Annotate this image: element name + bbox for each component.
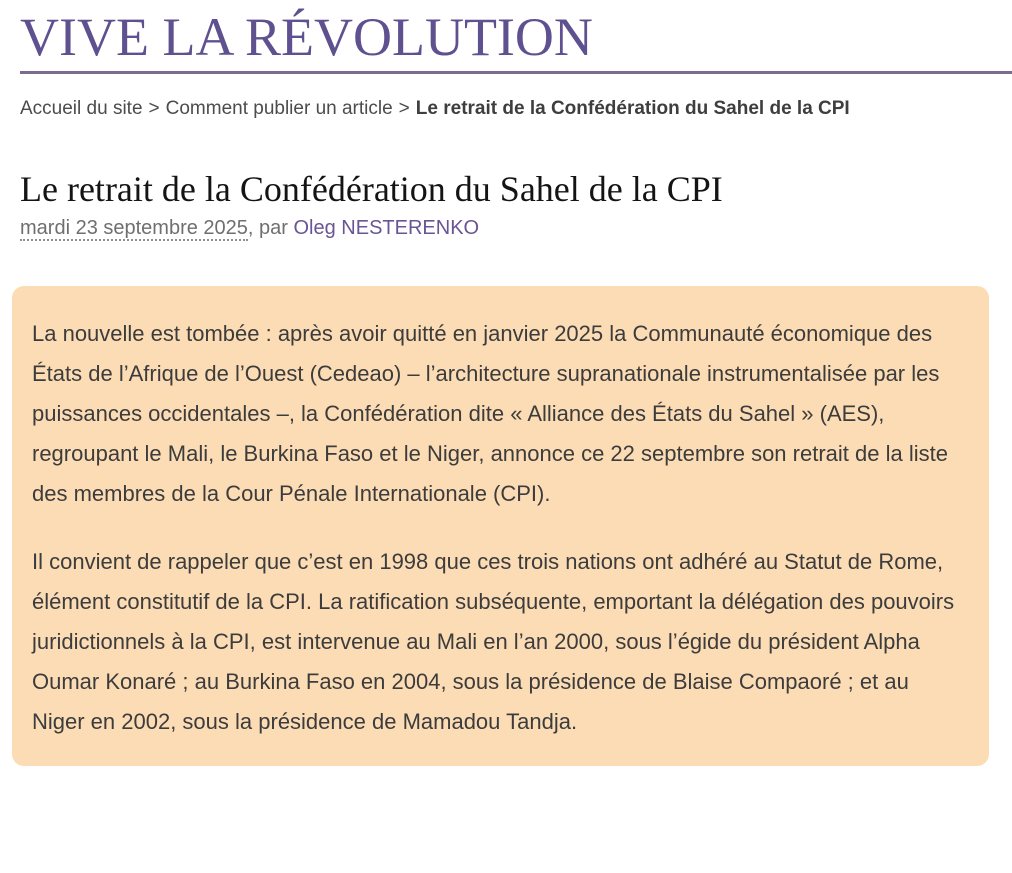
article-byline (20, 217, 992, 240)
site-title-link[interactable]: VIVE LA RÉVOLUTION (20, 7, 593, 67)
site-header (20, 6, 992, 74)
article (20, 169, 992, 766)
breadcrumb-separator: > (148, 98, 160, 119)
breadcrumb (20, 92, 985, 125)
breadcrumb-separator: > (398, 98, 410, 119)
article-paragraph: La nouvelle est tombée : après avoir quitté en janvier 2025 la Communauté économique des États de l’Afrique de l’Ouest (Cedeao) – l’architecture supranationale instrumentalisée par les puissances occidentales –, la Confédération dite « Alliance des États du Sahel » (AES), regroupant le Mali, le Burkina Faso et le Niger, annonce ce 22 septembre son retrait de la liste des membres de la Cour Pénale Internationale (CPI). (32, 321, 948, 507)
breadcrumb-section-link[interactable]: Comment publier un article (165, 98, 393, 119)
article-paragraph: Il convient de rappeler que c’est en 1998 que ces trois nations ont adhéré au Statut de Rome, élément constitutif de la CPI. La ratification subséquente, emportant la délégation des pouvoirs juridictionnels à la CPI, est intervenue au Mali en l’an 2000, sous l’égide du président Alpha Oumar Konaré ; au Burkina Faso en 2004, sous la présidence de Blaise Compaoré ; et au Niger en 2002, sous la présidence de Mamadou Tandja. (32, 549, 955, 735)
header-divider (20, 71, 1012, 74)
article-title: Le retrait de la Confédération du Sahel de la CPI (20, 169, 723, 209)
article-date: mardi 23 septembre 2025 (20, 217, 248, 240)
author-link[interactable]: Oleg NESTERENKO (293, 217, 480, 240)
article-body-box (12, 286, 989, 766)
breadcrumb-current-page: Le retrait de la Confédération du Sahel de la CPI (415, 98, 850, 119)
breadcrumb-home-link[interactable]: Accueil du site (20, 98, 143, 119)
byline-prefix: , par (247, 217, 294, 240)
